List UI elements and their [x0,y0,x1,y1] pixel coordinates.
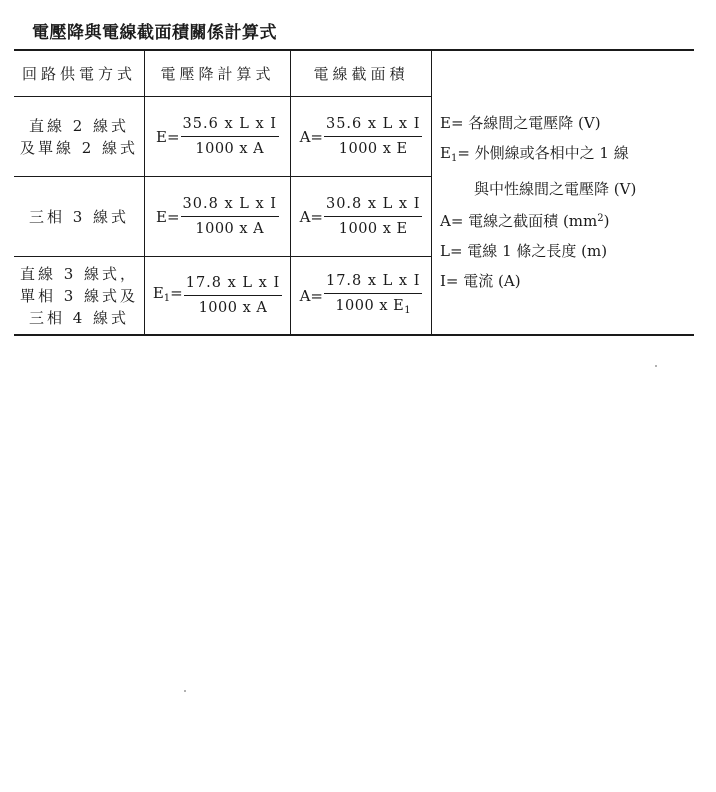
header-voltage-drop-formula: 電壓降計算式 [160,64,275,83]
table-row-3-voltage-drop [145,257,290,334]
legend-i: I= 電流 (A) [440,272,521,290]
voltage-drop-formula: E= $\frac{\text{30.8 x L x I}}{\text{1000 x A}}$ [156,193,279,240]
table-row-2-method: 三相 3 線式 [28,207,130,226]
voltage-drop-formula: E= $\frac{\text{35.6 x L x I}}{\text{1000 x A}}$ [156,113,279,160]
formula-numerator: 35.6 x L x I [324,113,422,137]
formula-denominator: 1000 x E [338,141,408,157]
area-formula: A= $\frac{\text{35.6 x L x I}}{\text{1000 x E}}$ [300,113,423,160]
legend-l: L= 電線 1 條之長度 (m) [440,242,608,260]
formula-denominator: 1000 x A [198,300,268,316]
header-supply-method: 回路供電方式 [21,64,136,83]
formula-denominator: 1000 x A [195,221,265,237]
area-formula: A= $\frac{\text{30.8 x L x I}}{\text{1000 x E}}$ [300,193,423,240]
symbol-legend [440,108,690,296]
table-row-1-voltage-drop [145,97,290,176]
table-row-1-method: 直線 2 線式 及單線 2 線式 [19,116,139,157]
formula-numerator: 30.8 x L x I [181,193,279,217]
header-wire-area: 電線截面積 [313,64,409,83]
legend-e1-continued: 與中性線間之電壓降 (V) [474,180,637,198]
table-row-3-method: 直線 3 線式， 單相 3 線式及 三相 4 線式 [19,264,139,327]
column-divider [431,51,432,334]
table-row-1-area [291,97,431,176]
formula-numerator: 17.8 x L x I [324,270,422,294]
formula-numerator: 17.8 x L x I [184,272,282,296]
table-bottom-rule [14,334,694,336]
formula-denominator: 1000 x $E_1$ [335,297,412,316]
area-formula: A= $\frac{\text{17.8 x L x I}}{1000 x E_1}$ [300,270,423,322]
table-row-2-voltage-drop [145,177,290,256]
scan-speck [655,365,657,367]
formula-numerator: 30.8 x L x I [324,193,422,217]
legend-e1: $E_1=$ 外側線或各相中之 1 線 [440,144,629,164]
voltage-drop-formula: $E_1=$ $\frac{\text{17.8 x L x I}}{\text{1000 x A}}$ [153,272,282,319]
table-row-3-area [291,257,431,334]
page-title: 電壓降與電線截面積關係計算式 [32,23,277,43]
legend-e: E= 各線間之電壓降 (V) [440,114,601,132]
table-row-2-area [291,177,431,256]
formula-denominator: 1000 x A [195,141,265,157]
formula-numerator: 35.6 x L x I [181,113,279,137]
scan-speck [184,690,186,692]
formula-denominator: 1000 x E [338,221,408,237]
legend-a: A= 電線之截面積 $(mm^2)$ [440,212,610,230]
